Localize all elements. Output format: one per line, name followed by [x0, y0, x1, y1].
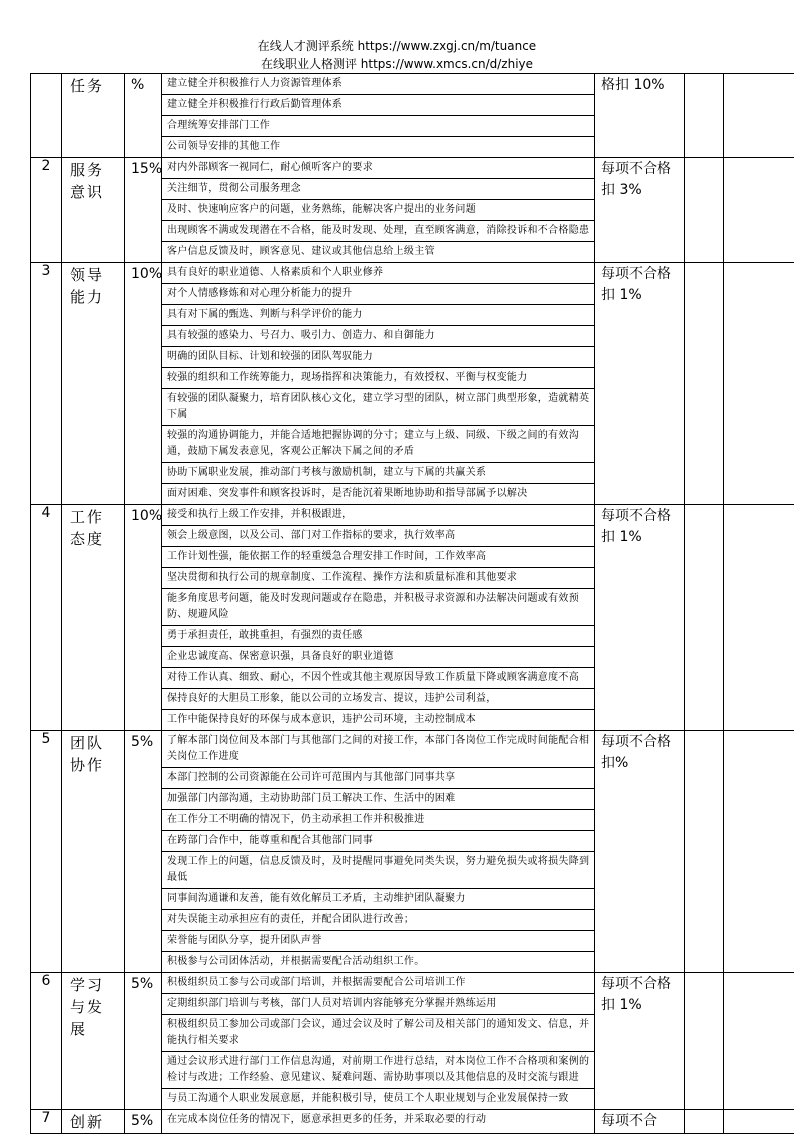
criteria-items-cell: [162, 263, 595, 505]
table-row: [31, 973, 794, 1110]
criteria-items-cell: [162, 505, 595, 731]
criteria-item-text: 建立健全并积极推行行政后勤管理体系: [162, 95, 594, 116]
list-item: [162, 389, 594, 426]
criteria-item-text: 在工作分工不明确的情况下，仍主动承担工作并积极推进: [162, 810, 594, 831]
criteria-item-text: 积极组织员工参与公司或部门培训，并根据需要配合公司培训工作: [162, 973, 594, 994]
list-item: [162, 179, 594, 200]
list-item: [162, 931, 594, 952]
row-number: 3: [31, 263, 62, 505]
list-item: [162, 305, 594, 326]
deduction-rule: 每项不合格扣 1%: [595, 263, 685, 505]
criteria-list: [162, 505, 594, 730]
list-item: [162, 731, 594, 768]
list-item: [162, 505, 594, 526]
criteria-item-text: 较强的沟通协调能力，并能合适地把握协调的分寸；建立与上级、同级、下级之间的有效沟通，鼓励下属发表意见，客观公正解决下属之间的矛盾: [162, 426, 594, 463]
criteria-list: [162, 973, 594, 1109]
score-cell-empty: [724, 263, 794, 505]
criteria-items-cell: [162, 74, 595, 158]
indicator-name: 学习与发展: [62, 973, 125, 1110]
score-cell-empty: [724, 74, 794, 158]
criteria-items-cell: [162, 1110, 595, 1134]
list-item: [162, 1089, 594, 1110]
criteria-item-text: 工作计划性强，能依据工作的轻重缓急合理安排工作时间，工作效率高: [162, 547, 594, 568]
deduction-rule: 每项不合格扣 1%: [595, 973, 685, 1110]
criteria-list: [162, 263, 594, 504]
criteria-items-cell: [162, 158, 595, 263]
criteria-item-text: 本部门控制的公司资源能在公司许可范围内与其他部门同事共享: [162, 768, 594, 789]
list-item: [162, 1015, 594, 1052]
row-number: 2: [31, 158, 62, 263]
list-item: [162, 326, 594, 347]
list-item: [162, 831, 594, 852]
deduction-rule: 格扣 10%: [595, 74, 685, 158]
list-item: [162, 200, 594, 221]
criteria-item-text: 具有对下属的甄选、判断与科学评价的能力: [162, 305, 594, 326]
criteria-items-cell: [162, 731, 595, 973]
list-item: [162, 1052, 594, 1089]
criteria-items-cell: [162, 973, 595, 1110]
header-line-1: 在线人才测评系统 https://www.zxgj.cn/m/tuance: [0, 37, 794, 55]
criteria-item-text: 关注细节，贯彻公司服务理念: [162, 179, 594, 200]
criteria-item-text: 在完成本岗位任务的情况下，愿意承担更多的任务，并采取必要的行动: [162, 1110, 594, 1130]
page-header: [0, 37, 794, 73]
criteria-item-text: 与员工沟通个人职业发展意愿，并能积极引导，使员工个人职业规划与企业发展保持一致: [162, 1089, 594, 1110]
criteria-item-text: 面对困难、突发事件和顾客投诉时，是否能沉着果断地协助和指导部属予以解决: [162, 484, 594, 505]
list-item: [162, 994, 594, 1015]
criteria-item-text: 对个人情感修炼和对心理分析能力的提升: [162, 284, 594, 305]
criteria-item-text: 能多角度思考问题，能及时发现问题或存在隐患，并积极寻求资源和办法解决问题或有效预防、规避风险: [162, 589, 594, 626]
table-row: [31, 505, 794, 731]
score-cell-empty: [685, 731, 724, 973]
criteria-list: [162, 74, 594, 157]
indicator-weight: 5%: [125, 1110, 162, 1134]
list-item: [162, 526, 594, 547]
table-row: [31, 158, 794, 263]
score-cell-empty: [685, 1110, 724, 1134]
score-cell-empty: [685, 973, 724, 1110]
criteria-item-text: 发现工作上的问题，信息反馈及时，及时提醒同事避免同类失误，努力避免损失或将损失降到最低: [162, 852, 594, 889]
criteria-item-text: 加强部门内部沟通，主动协助部门员工解决工作、生活中的困难: [162, 789, 594, 810]
indicator-weight: 5%: [125, 973, 162, 1110]
criteria-item-text: 了解本部门岗位间及本部门与其他部门之间的对接工作，本部门各岗位工作完成时间能配合相关岗位工作进度: [162, 731, 594, 768]
indicator-name: 任务: [62, 74, 125, 158]
table-row: [31, 74, 794, 158]
criteria-item-text: 客户信息反馈及时，顾客意见、建议或其他信息给上级主管: [162, 242, 594, 263]
criteria-item-text: 积极组织员工参加公司或部门会议，通过会议及时了解公司及相关部门的通知发文、信息，并能执行相关要求: [162, 1015, 594, 1052]
criteria-list: [162, 1110, 594, 1130]
list-item: [162, 463, 594, 484]
indicator-name: 创新: [62, 1110, 125, 1134]
deduction-rule: 每项不合: [595, 1110, 685, 1134]
criteria-item-text: 合理统筹安排部门工作: [162, 116, 594, 137]
list-item: [162, 484, 594, 505]
indicator-weight: 10%: [125, 505, 162, 731]
list-item: [162, 137, 594, 158]
score-cell-empty: [685, 158, 724, 263]
row-number: 6: [31, 973, 62, 1110]
list-item: [162, 95, 594, 116]
deduction-rule: 每项不合格扣 3%: [595, 158, 685, 263]
criteria-item-text: 有较强的团队凝聚力，培育团队核心文化，建立学习型的团队，树立部门典型形象，造就精英下属: [162, 389, 594, 426]
score-cell-empty: [685, 263, 724, 505]
score-cell-empty: [724, 1110, 794, 1134]
criteria-item-text: 通过会议形式进行部门工作信息沟通，对前期工作进行总结，对本岗位工作不合格项和案例的检讨与改进；工作经验、意见建议、疑难问题、需协助事项以及其他信息的及时交流与跟进: [162, 1052, 594, 1089]
criteria-item-text: 荣誉能与团队分享，提升团队声誉: [162, 931, 594, 952]
list-item: [162, 952, 594, 973]
criteria-item-text: 坚决贯彻和执行公司的规章制度、工作流程、操作方法和质量标准和其他要求: [162, 568, 594, 589]
list-item: [162, 426, 594, 463]
criteria-item-text: 保持良好的大胆员工形象，能以公司的立场发言、提议，违护公司利益，: [162, 689, 594, 710]
row-number: 4: [31, 505, 62, 731]
indicator-weight: %: [125, 74, 162, 158]
criteria-item-text: 出现顾客不满或发现潜在不合格，能及时发现、处理，直至顾客满意，消除投诉和不合格隐患: [162, 221, 594, 242]
criteria-item-text: 较强的组织和工作统筹能力，现场指挥和决策能力，有效授权、平衡与权变能力: [162, 368, 594, 389]
list-item: [162, 810, 594, 831]
criteria-item-text: 建立健全并积极推行人力资源管理体系: [162, 74, 594, 95]
criteria-item-text: 领会上级意图，以及公司、部门对工作指标的要求，执行效率高: [162, 526, 594, 547]
criteria-list: [162, 731, 594, 972]
criteria-item-text: 公司领导安排的其他工作: [162, 137, 594, 158]
criteria-list: [162, 158, 594, 262]
criteria-item-text: 定期组织部门培训与考核，部门人员对培训内容能够充分掌握并熟练运用: [162, 994, 594, 1015]
list-item: [162, 158, 594, 179]
deduction-rule: 每项不合格扣 1%: [595, 505, 685, 731]
score-cell-empty: [685, 505, 724, 731]
table-row: [31, 263, 794, 505]
list-item: [162, 263, 594, 284]
list-item: [162, 347, 594, 368]
indicator-weight: 10%: [125, 263, 162, 505]
list-item: [162, 242, 594, 263]
evaluation-table: [30, 73, 794, 1134]
criteria-item-text: 在跨部门合作中，能尊重和配合其他部门同事: [162, 831, 594, 852]
score-cell-empty: [724, 731, 794, 973]
list-item: [162, 789, 594, 810]
indicator-name: 服务意识: [62, 158, 125, 263]
list-item: [162, 626, 594, 647]
indicator-weight: 15%: [125, 158, 162, 263]
criteria-item-text: 及时、快速响应客户的问题，业务熟练，能解决客户提出的业务问题: [162, 200, 594, 221]
list-item: [162, 221, 594, 242]
header-line-2: 在线职业人格测评 https://www.xmcs.cn/d/zhiye: [0, 55, 794, 73]
list-item: [162, 852, 594, 889]
criteria-item-text: 对失误能主动承担应有的责任，并配合团队进行改善；: [162, 910, 594, 931]
criteria-item-text: 具有较强的感染力、号召力、吸引力、创造力、和自御能力: [162, 326, 594, 347]
criteria-item-text: 积极参与公司团体活动，并根据需要配合活动组织工作。: [162, 952, 594, 973]
list-item: [162, 74, 594, 95]
list-item: [162, 768, 594, 789]
list-item: [162, 910, 594, 931]
criteria-item-text: 明确的团队目标、计划和较强的团队驾驭能力: [162, 347, 594, 368]
deduction-rule: 每项不合格扣%: [595, 731, 685, 973]
indicator-name: 团队协作: [62, 731, 125, 973]
table-row: [31, 1110, 794, 1134]
score-cell-empty: [724, 505, 794, 731]
indicator-weight: 5%: [125, 731, 162, 973]
criteria-item-text: 具有良好的职业道德、人格素质和个人职业修养: [162, 263, 594, 284]
indicator-name: 领导能力: [62, 263, 125, 505]
list-item: [162, 647, 594, 668]
score-cell-empty: [724, 973, 794, 1110]
row-number: 5: [31, 731, 62, 973]
list-item: [162, 689, 594, 710]
list-item: [162, 547, 594, 568]
list-item: [162, 973, 594, 994]
criteria-item-text: 工作中能保持良好的环保与成本意识，违护公司环境，主动控制成本: [162, 710, 594, 731]
criteria-item-text: 企业忠诚度高、保密意识强，具备良好的职业道德: [162, 647, 594, 668]
criteria-item-text: 勇于承担责任，敢挑重担，有强烈的责任感: [162, 626, 594, 647]
list-item: [162, 368, 594, 389]
criteria-item-text: 协助下属职业发展，推动部门考核与激励机制，建立与下属的共赢关系: [162, 463, 594, 484]
list-item: [162, 889, 594, 910]
table-row: [31, 731, 794, 973]
row-number: [31, 74, 62, 158]
criteria-item-text: 同事间沟通谦和友善，能有效化解员工矛盾，主动维护团队凝聚力: [162, 889, 594, 910]
row-number: 7: [31, 1110, 62, 1134]
list-item: [162, 1110, 594, 1130]
list-item: [162, 710, 594, 731]
score-cell-empty: [724, 158, 794, 263]
score-cell-empty: [685, 74, 724, 158]
indicator-name: 工作态度: [62, 505, 125, 731]
list-item: [162, 568, 594, 589]
list-item: [162, 589, 594, 626]
list-item: [162, 668, 594, 689]
list-item: [162, 116, 594, 137]
criteria-item-text: 接受和执行上级工作安排，并积极跟进，: [162, 505, 594, 526]
criteria-item-text: 对待工作认真、细致、耐心，不因个性或其他主观原因导致工作质量下降或顾客满意度不高: [162, 668, 594, 689]
criteria-item-text: 对内外部顾客一视同仁，耐心倾听客户的要求: [162, 158, 594, 179]
list-item: [162, 284, 594, 305]
